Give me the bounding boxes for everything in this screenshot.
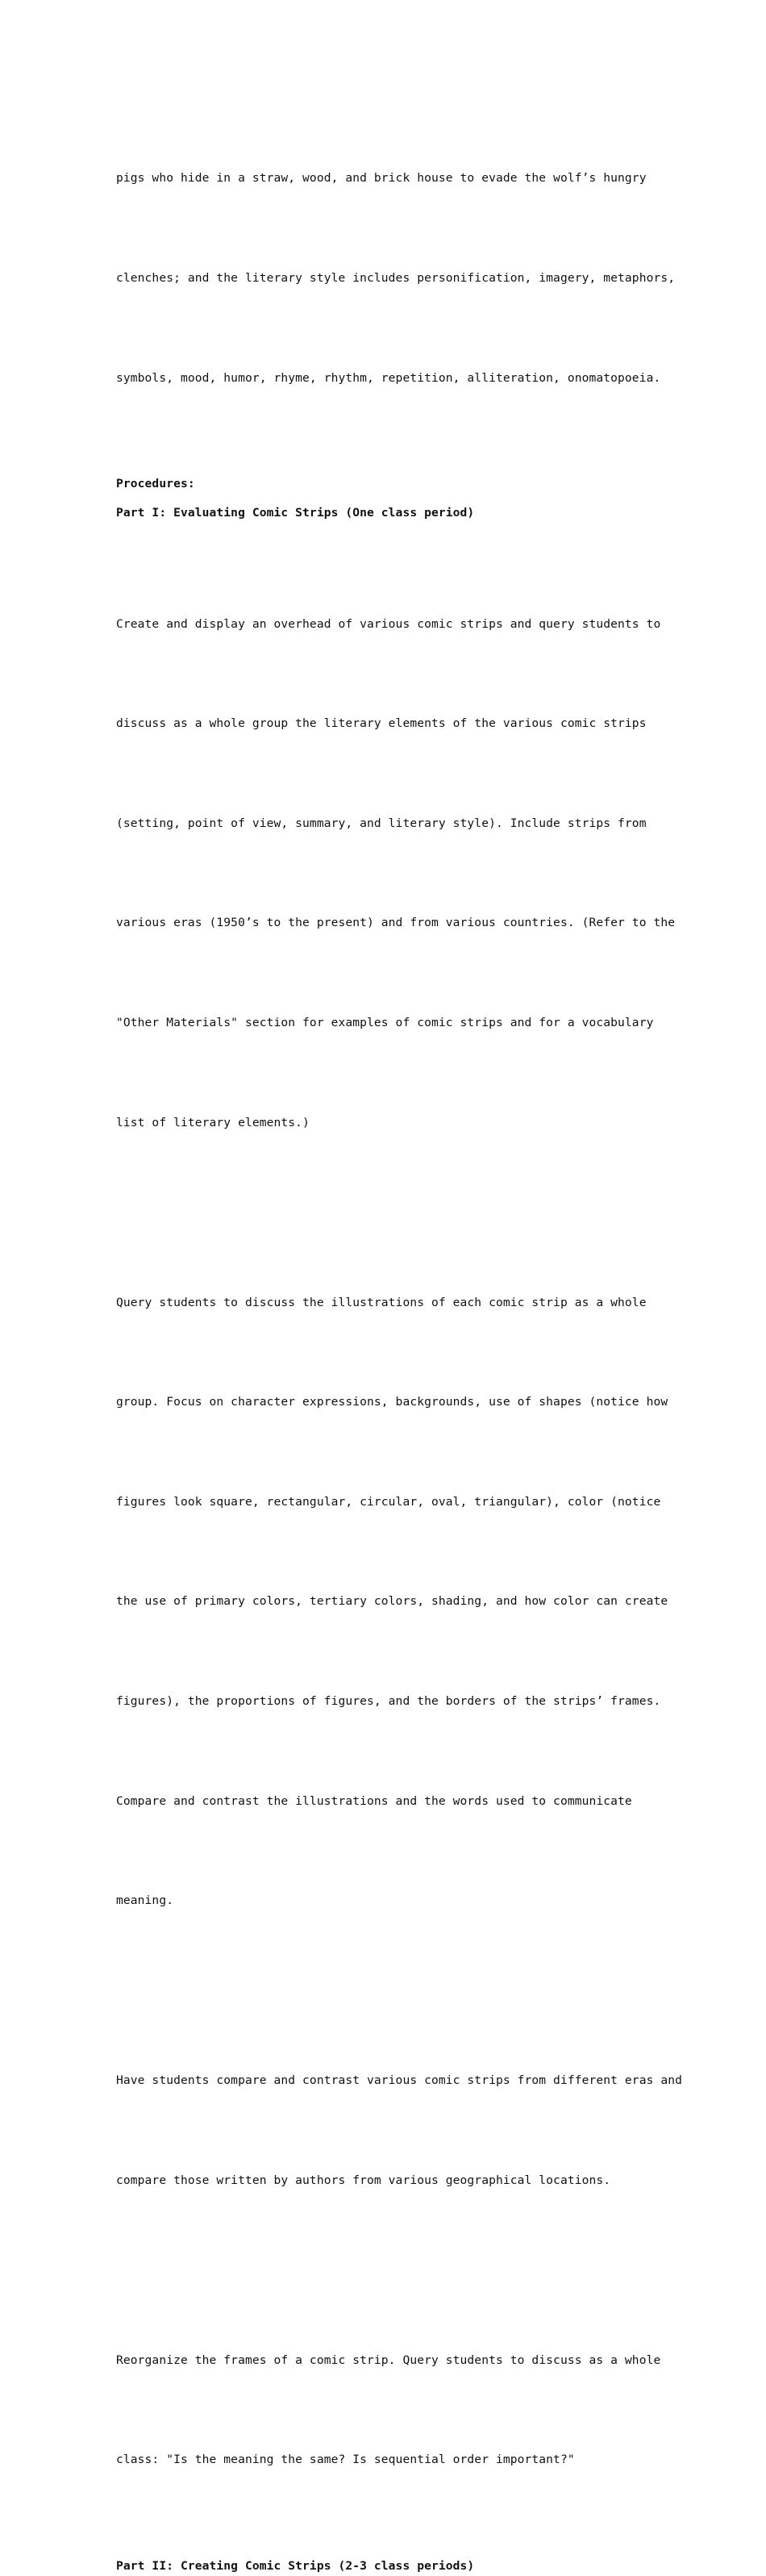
part1-heading: Part I: Evaluating Comic Strips (One class period) — [116, 506, 475, 520]
text-line: symbols, mood, humor, rhyme, rhythm, repetition, alliteration, onomatopoeia. — [116, 370, 661, 385]
intro-paragraph — [116, 95, 676, 461]
text-line: Create and display an overhead of various comic strips and query students to — [116, 616, 661, 631]
text-line: list of literary elements.) — [116, 1115, 310, 1129]
procedures-heading: Procedures: — [116, 477, 195, 491]
text-line: (setting, point of view, summary, and literary style). Include strips from — [116, 816, 647, 830]
part1-paragraph-2 — [116, 1219, 672, 1984]
text-line: Compare and contrast the illustrations and the words used to communicate — [116, 1793, 632, 1808]
text-line: meaning. — [116, 1893, 174, 1908]
text-line: "Other Materials" section for examples of comic strips and for a vocabulary — [116, 1015, 654, 1029]
text-line: compare those written by authors from various geographical locations. — [116, 2173, 611, 2187]
text-line: the use of primary colors, tertiary colors, shading, and how color can create — [116, 1594, 668, 1609]
text-line: clenches; and the literary style includes personification, imagery, metaphors, — [116, 271, 676, 285]
part2-heading: Part II: Creating Comic Strips (2-3 class periods) — [116, 2558, 475, 2573]
text-line: Have students compare and contrast various comic strips from different eras and — [116, 2073, 683, 2088]
part1-paragraph-4 — [116, 2277, 672, 2543]
document-page — [116, 95, 683, 2576]
text-line: pigs who hide in a straw, wood, and brick house to evade the wolf’s hungry — [116, 171, 647, 186]
part1-paragraph-1 — [116, 541, 676, 1205]
text-line: Query students to discuss the illustrations of each comic strip as a whole — [116, 1295, 647, 1309]
text-line: group. Focus on character expressions, backgrounds, use of shapes (notice how — [116, 1395, 668, 1409]
text-line: figures), the proportions of figures, and the borders of the strips’ frames. — [116, 1693, 661, 1708]
text-line: figures look square, rectangular, circular, oval, triangular), color (notice — [116, 1494, 661, 1509]
part1-paragraph-3 — [116, 1998, 683, 2264]
text-line: discuss as a whole group the literary elements of the various comic strips — [116, 716, 647, 731]
text-line: Reorganize the frames of a comic strip. Query students to discuss as a whole — [116, 2353, 661, 2367]
text-line: various eras (1950’s to the present) and from various countries. (Refer to the — [116, 916, 676, 930]
text-line: class: "Is the meaning the same? Is sequential order important?" — [116, 2453, 575, 2467]
